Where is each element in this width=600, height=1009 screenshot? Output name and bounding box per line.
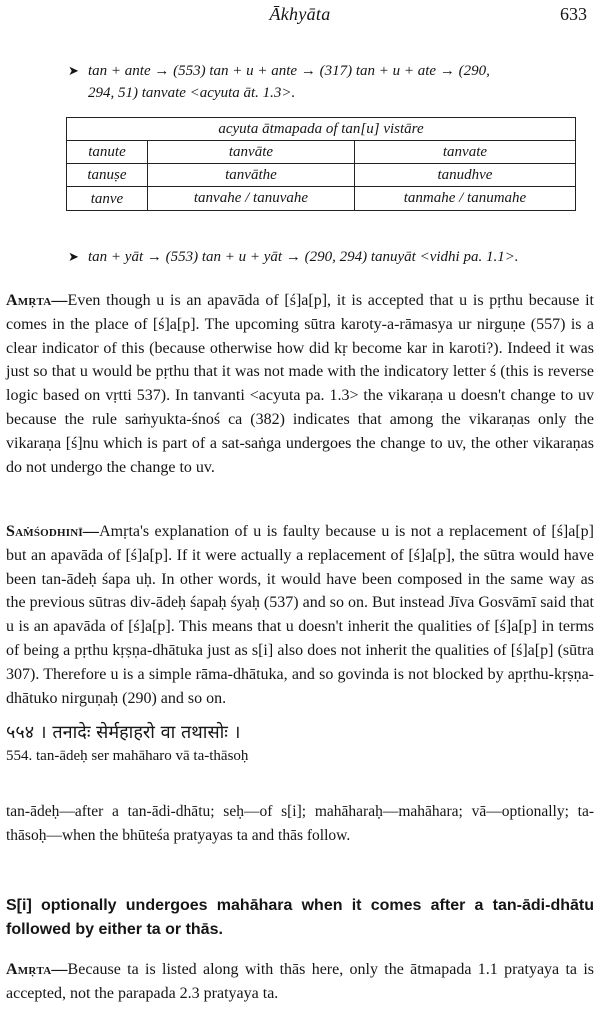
commentary-text: Because ta is listed along with thās here, only the ātmapada 1.1 pratyaya ta is accepted, not the parapada 2.3 pratyaya ta. (6, 961, 594, 1002)
table-cell: tanute (67, 141, 148, 164)
derivation-line-1: tan + ante → (553) tan + u + ante → (317) tan + u + ate → (290, (88, 63, 490, 79)
table-row (67, 141, 576, 164)
arrowhead-bullet-icon: ➤ (68, 249, 79, 264)
commentary-text: Even though u is an apavāda of [ś]a[p], it is accepted that u is pṛthu because it comes in the place of [ś]a[p]. The upcoming sūtra karoty-a-rāmasya ur nirguṇe (557) is a clear indicator of this (because otherwise how did kṛ become kar in karoti?). Indeed it was just so that u would be pṛthu that it was not made with the indicatory letter ś (this is reverse logic based on vṛtti 537). In tanvanti <acyuta pa. 1.3> the vikaraṇa u doesn't change to uv because the rule saṁyukta-śnoś ca (382) indicates that among the vikaraṇas only the vikaraṇa [ś]nu which is part of a sat-saṅga undergoes the change to uv, the other vikaraṇas do not undergo the change to uv. (6, 292, 594, 476)
derivation-line-2: 294, 51) tanvate <acyuta āt. 1.3>. (88, 85, 296, 101)
gloss-text: tan-ādeḥ—after a tan-ādi-dhātu; seḥ—of s[i]; mahāharaḥ—mahāhara; vā—optionally; ta-thāsoḥ—when the bhūteśa pratyayas ta and thās follow. (6, 803, 594, 844)
table-cell: tanvāthe (147, 164, 354, 187)
commentary-label: Saṁśodhinī— (6, 523, 100, 540)
sutra-transliteration: 554. tan-ādeḥ ser mahāharo vā ta-thāsoḥ (6, 748, 249, 764)
derivation-bullet-1 (68, 60, 573, 104)
table-cell: tanve (67, 187, 148, 211)
derivation-line: tan + yāt → (553) tan + u + yāt → (290, 294) tanuyāt <vidhi pa. 1.1>. (88, 249, 519, 265)
conjugation-table (66, 117, 576, 211)
table-cell: tanvate (354, 141, 575, 164)
arrowhead-bullet-icon: ➤ (68, 63, 79, 78)
amrta-commentary-2 (6, 958, 594, 1006)
table-cell: tanmahe / tanumahe (354, 187, 575, 211)
commentary-text: Amṛta's explanation of u is faulty because u is not a replacement of [ś]a[p] but an apavāda of [ś]a[p]. If it were actually a replacement of [ś]a[p], the sūtra would have been tan-ādeḥ śapa uḥ. In other words, it would have been composed in the same way as the previous sūtras div-ādeḥ śapaḥ śyaḥ (537) and so on. But instead Jīva Gosvāmī said that u is an apavāda of [ś]a[p]. This means that u doesn't inherit the qualities of [ś]a[p] in terms of being a pṛthu kṛṣṇa-dhātuka just as s[i] also does not inherit the qualities of [ś]a[p] (sūtra 307). Therefore u is a simple rāma-dhātuka, and so govinda is not blocked by apṛthu-kṛṣṇa-dhātuko nirguṇaḥ (290) and so on. (6, 523, 594, 707)
commentary-label: Amṛta— (6, 292, 68, 309)
word-gloss (6, 800, 594, 848)
commentary-label: Amṛta— (6, 961, 68, 978)
table-row (67, 164, 576, 187)
table-cell: tanuṣe (67, 164, 148, 187)
amrta-commentary-1 (6, 289, 594, 479)
table-cell: tanvahe / tanuvahe (147, 187, 354, 211)
samsodhini-commentary (6, 520, 594, 710)
table-caption: acyuta ātmapada of tan[u] vistāre (67, 118, 576, 141)
sutra-rule-statement: S[i] optionally undergoes mahāhara when it comes after a tan-ādi-dhātu followed by either ta or thās. (6, 897, 594, 938)
sutra-devanagari: ५५४ । तनादेः सेर्महाहरो वा तथासोः । (6, 722, 241, 743)
table-cell: tanvāte (147, 141, 354, 164)
derivation-bullet-2 (68, 246, 573, 268)
table-row (67, 187, 576, 211)
running-header-title: Ākhyāta (269, 4, 331, 24)
table-cell: tanudhve (354, 164, 575, 187)
page-number: 633 (560, 4, 587, 24)
